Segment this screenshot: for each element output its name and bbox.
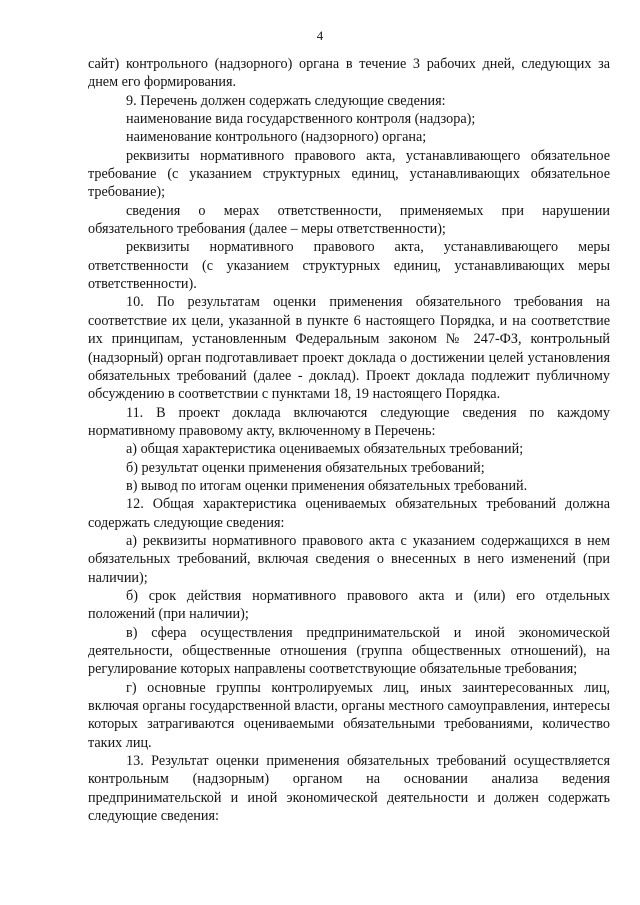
- list-item: наименование вида государственного контроля (надзора);: [126, 111, 476, 128]
- page-number: 4: [316, 28, 324, 43]
- list-item: б) срок действия нормативного правового акта и (или) его отдельных положений (при наличии);: [88, 587, 610, 623]
- list-item: наименование контрольного (надзорного) органа;: [126, 129, 427, 146]
- list-item: б) результат оценки применения обязательных требований;: [126, 459, 485, 476]
- paragraph-item-12: 12. Общая характеристика оцениваемых обязательных требований должна содержать следующие сведения:: [88, 496, 610, 531]
- list-item: в) сфера осуществления предпринимательской и иной экономической деятельности, общественные отношения (группа общественных отношений), на регулирование которых направлены соответствующие обязательные требования;: [88, 624, 610, 678]
- paragraph-item-13: 13. Результат оценки применения обязательных требований осуществляется контрольным (надзорным) органом на основании анализа ведения предпринимательской и иной экономической деятельности и должен содержать следующие сведения:: [88, 753, 610, 825]
- list-item: реквизиты нормативного правового акта, устанавливающего меры ответственности (с указанием структурных единиц, устанавливающих меры ответственности).: [88, 239, 610, 293]
- paragraph-item-10: 10. По результатам оценки применения обязательного требования на соответствие их цели, указанной в пункте 6 настоящего Порядка, и на соответствие их принципам, установленным Федеральным законом № 247-ФЗ, контрольный (надзорный) орган подготавливает проект доклада о достижении целей установления обязательных требований (далее - доклад). Проект доклада подлежит публичному обсуждению в соответствии с пунктами 18, 19 настоящего Порядка.: [88, 294, 610, 403]
- list-item: сведения о мерах ответственности, применяемых при нарушении обязательного требования (далее – меры ответственности);: [88, 202, 610, 238]
- list-item: а) общая характеристика оцениваемых обязательных требований;: [126, 441, 524, 458]
- list-item: а) реквизиты нормативного правового акта с указанием содержащихся в нем обязательных требований, включая сведения о внесенных в него изменений (при наличии);: [88, 532, 610, 586]
- document-body: [88, 55, 610, 825]
- paragraph-continuation: сайт) контрольного (надзорного) органа в течение 3 рабочих дней, следующих за днем его формирования.: [88, 56, 610, 91]
- list-item: реквизиты нормативного правового акта, устанавливающего обязательное требование (с указанием структурных единиц, устанавливающих обязательное требование);: [88, 147, 610, 201]
- paragraph-item-11: 11. В проект доклада включаются следующие сведения по каждому нормативному правовому акту, включенному в Перечень:: [88, 404, 610, 439]
- list-item: г) основные группы контролируемых лиц, иных заинтересованных лиц, включая органы государственной власти, органы местного самоуправления, интересы которых затрагиваются оцениваемыми обязательными требованиями, количество таких лиц.: [88, 679, 610, 751]
- list-item: в) вывод по итогам оценки применения обязательных требований.: [126, 477, 528, 494]
- paragraph-item-9: 9. Перечень должен содержать следующие сведения:: [126, 92, 446, 109]
